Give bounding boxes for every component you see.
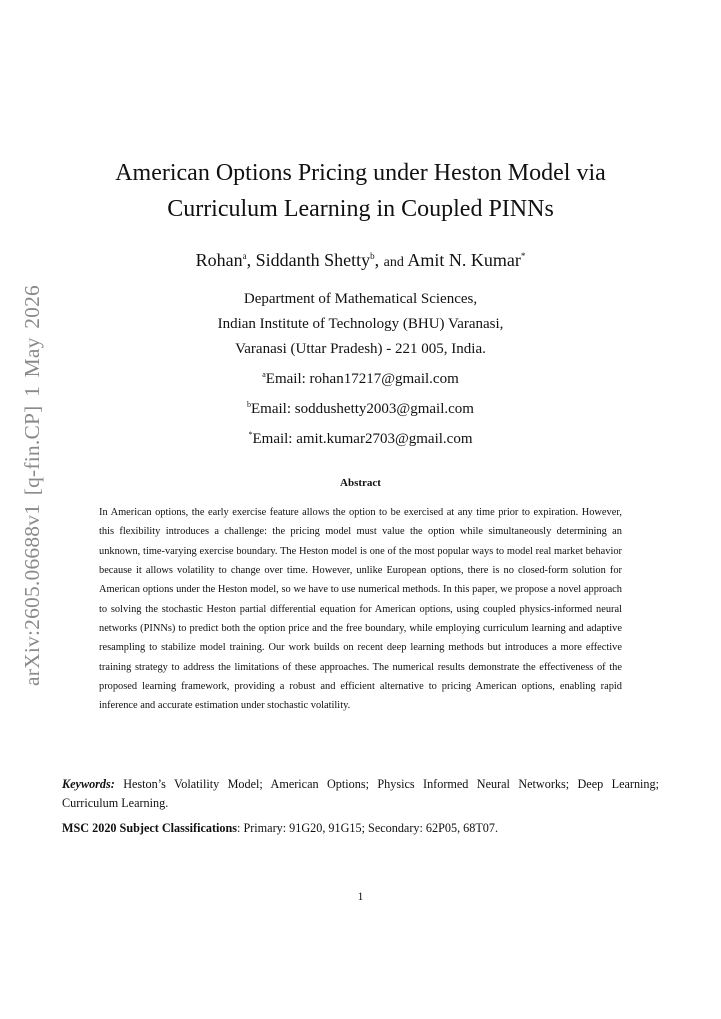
institute: Indian Institute of Technology (BHU) Varanasi, xyxy=(217,316,504,332)
author-name: Siddanth Shetty xyxy=(255,250,371,270)
email-address: Email: amit.kumar2703@gmail.com xyxy=(252,431,473,447)
author-list: Rohan$^a$, Siddanth Shetty$^b$, and Amit N. Kumar* xyxy=(195,250,526,270)
abstract-text: In American options, the early exercise feature allows the option to be exercised at any time prior to expiration. However, this flexibility introduces a challenge: the pricing model must value the option while simultaneously determining an unknown, time-varying exercise boundary. The Heston model is one of the most popular ways to model real market behavior because it allows volatility to change over time. However, unlike European options, there is no closed-form solution for American options under the Heston model, so we have to use numerical methods. In this paper, we propose a novel approach to solving the stochastic Heston partial differential equation for American options, using coupled physics-informed neural networks (PINNs) to predict both the option price and the free boundary, while employing curriculum learning and adaptive resampling to stabilize model training. Our work builds on recent deep learning methods but introduces a more effective training strategy to address the limitations of these approaches. The numerical results demonstrate the effectiveness of the proposed learning framework, providing a robust and efficient alternative to pricing American options, enabling rapid inference and accurate estimation under stochastic volatility. xyxy=(99,507,622,712)
page-number: 1 xyxy=(357,891,364,903)
author-name: Rohan xyxy=(195,250,243,270)
affiliation-block xyxy=(60,287,661,452)
paper-title xyxy=(60,155,661,227)
email-line xyxy=(60,422,661,452)
author-mark: a xyxy=(242,251,247,261)
email-mark: a xyxy=(262,370,266,379)
msc-text: : Primary: 91G20, 91G15; Secondary: 62P05, 68T07. xyxy=(237,821,499,835)
arxiv-sidebar xyxy=(4,285,60,686)
keywords-label: Keywords: xyxy=(62,777,115,791)
arxiv-identifier: arXiv:2605.06688v1 [q-fin.CP] 1 May 2026 xyxy=(19,285,44,686)
keywords-text: Heston’s Volatility Model; American Options; Physics Informed Neural Networks; Deep Learning; Curriculum Learning. xyxy=(62,777,659,810)
author-mark: * xyxy=(520,251,526,261)
author-conjunction: and xyxy=(383,255,404,270)
email-address: Email: rohan17217@gmail.com xyxy=(265,371,459,387)
email-line xyxy=(60,362,661,392)
author-mark: b xyxy=(370,251,375,261)
email-line xyxy=(60,392,661,422)
author-name: Amit N. Kumar xyxy=(407,250,521,270)
department: Department of Mathematical Sciences, xyxy=(243,291,478,307)
email-mark: b xyxy=(247,400,252,409)
title-line-1: American Options Pricing under Heston Model via xyxy=(115,160,606,186)
address: Varanasi (Uttar Pradesh) - 221 005, India. xyxy=(235,341,486,357)
abstract-heading: Abstract xyxy=(340,477,381,489)
msc-section xyxy=(62,819,659,838)
keywords-section xyxy=(62,775,659,813)
email-mark: * xyxy=(248,430,253,439)
msc-label: MSC 2020 Subject Classifications xyxy=(62,821,238,835)
title-line-2: Curriculum Learning in Coupled PINNs xyxy=(167,196,554,222)
email-address: Email: soddushetty2003@gmail.com xyxy=(251,401,474,417)
